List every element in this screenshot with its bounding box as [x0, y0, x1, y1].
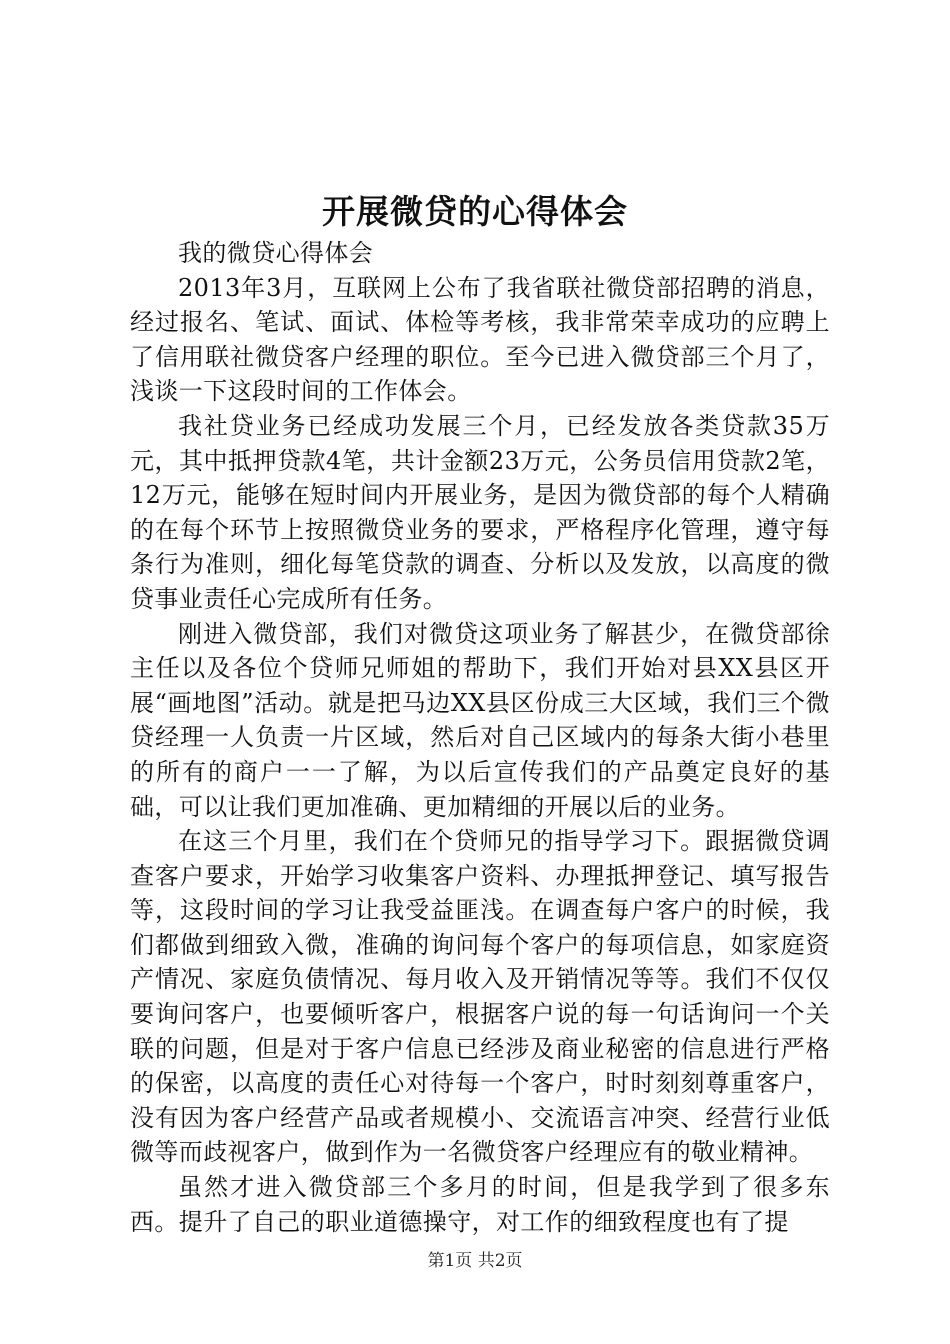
paragraph: 2013年3月，互联网上公布了我省联社微贷部招聘的消息，经过报名、笔试、面试、体检等考核，我非常荣幸成功的应聘上了信用联社微贷客户经理的职位。至今已进入微贷部三个月了，浅谈一下这段时间的工作体会。: [130, 273, 830, 406]
document-body: [130, 236, 830, 1239]
paragraph-heading: 我的微贷心得体会: [178, 239, 374, 267]
document-title: 开展微贷的心得体会: [322, 192, 628, 231]
paragraph: 我社贷业务已经成功发展三个月，已经发放各类贷款35万元，其中抵押贷款4笔，共计金额23万元，公务员信用贷款2笔，12万元，能够在短时间内开展业务，是因为微贷部的每个人精确的在每个环节上按照微贷业务的要求，严格程序化管理，遵守每条行为准则，细化每笔贷款的调查、分析以及发放，以高度的微贷事业责任心完成所有任务。: [130, 411, 830, 613]
paragraph: 在这三个月里，我们在个贷师兄的指导学习下。跟据微贷调查客户要求，开始学习收集客户资料、办理抵押登记、填写报告等，这段时间的学习让我受益匪浅。在调查每户客户的时候，我们都做到细致入微，准确的询问每个客户的每项信息，如家庭资产情况、家庭负债情况、每月收入及开销情况等等。我们不仅仅要询问客户，也要倾听客户，根据客户说的每一句话询问一个关联的问题，但是对于客户信息已经涉及商业秘密的信息进行严格的保密，以高度的责任心对待每一个客户，时时刻刻尊重客户，没有因为客户经营产品或者规模小、交流语言冲突、经营行业低微等而歧视客户，做到作为一名微贷客户经理应有的敬业精神。: [130, 827, 830, 1167]
page-number-footer: 第1页 共2页: [427, 1251, 523, 1271]
paragraph: 刚进入微贷部，我们对微贷这项业务了解甚少，在微贷部徐主任以及各位个贷师兄师姐的帮助下，我们开始对县XX县区开展“画地图”活动。就是把马边XX县区份成三大区域，我们三个微贷经理一人负责一片区域，然后对自己区域内的每条大街小巷里的所有的商户一一了解，为以后宣传我们的产品奠定良好的基础，可以让我们更加准确、更加精细的开展以后的业务。: [130, 619, 830, 821]
paragraph: 虽然才进入微贷部三个多月的时间，但是我学到了很多东西。提升了自己的职业道德操守，对工作的细致程度也有了提: [130, 1173, 830, 1236]
